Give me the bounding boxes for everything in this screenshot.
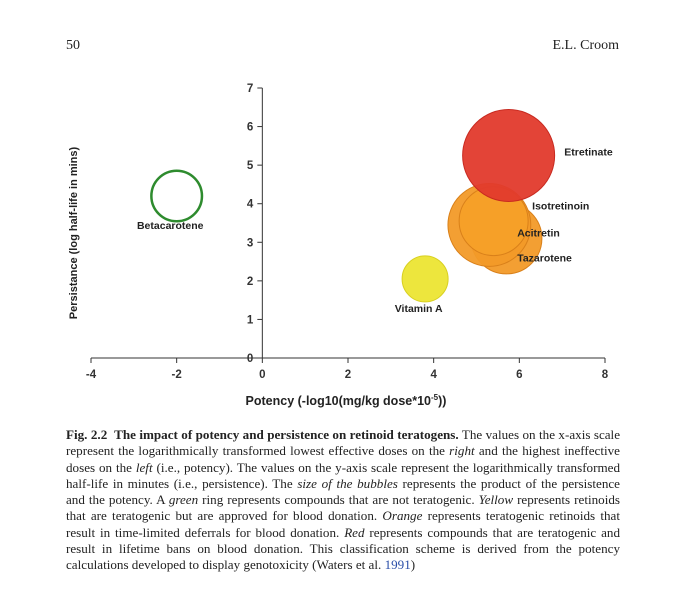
x-tick-label: -2: [171, 369, 182, 381]
caption-emphasis: green: [168, 492, 199, 508]
bubble-label: Vitamin A: [394, 302, 443, 315]
caption-emphasis: right: [449, 443, 475, 459]
chart-bubbles: [151, 110, 554, 302]
y-tick-label: 5: [246, 160, 254, 173]
bubble-vitamin-a: [402, 256, 448, 302]
running-header-author: E.L. Croom: [552, 38, 619, 53]
x-tick-label: 2: [344, 369, 352, 381]
caption-emphasis: left: [135, 459, 153, 475]
bubble-label: Tazarotene: [517, 252, 572, 265]
bubble-label: Isotretinoin: [532, 200, 590, 213]
x-tick-label: 4: [430, 369, 437, 381]
figure-caption: [66, 427, 620, 574]
caption-text: represents retinoids that are teratogenic but are approved for blood donation.: [66, 492, 620, 524]
bubble-etretinate: [463, 110, 555, 202]
bubble-betacarotene: [151, 171, 202, 222]
y-axis-label: Persistance (log half-life in mins): [68, 146, 80, 320]
caption-emphasis: Orange: [382, 508, 423, 524]
y-tick-label: 1: [246, 314, 254, 327]
caption-text: (i.e., potency). The values on the y-axis scale represent the logarithmically transformed half-life in minutes (i.e., persistence). The: [66, 459, 621, 491]
y-tick-label: 6: [246, 121, 254, 134]
caption-text: ): [410, 557, 416, 573]
caption-title: The impact of potency and persistence on retinoid teratogens.: [114, 427, 459, 442]
caption-emphasis: size of the bubbles: [297, 475, 398, 491]
caption-fig-label: Fig. 2.2: [66, 427, 108, 442]
x-tick-label: -4: [85, 369, 97, 381]
y-tick-label: 0: [246, 353, 254, 365]
bubble-label: Acitretin: [517, 227, 560, 240]
x-tick-label: 0: [259, 369, 266, 381]
page-number: 50: [66, 38, 80, 53]
y-tick-label: 4: [246, 198, 254, 211]
bubble-label: Etretinate: [564, 146, 613, 159]
caption-text: and the highest ineffective doses on the: [66, 443, 620, 475]
caption-emphasis: Red: [344, 524, 365, 540]
caption-text: represents the product of the persistence and the potency. A: [66, 475, 620, 508]
caption-text: represents compounds that are teratogenic and result in lifetime bans on blood donation. This classification scheme is derived from the potency calculations developed to display genotoxicity (Waters et al.: [66, 524, 620, 573]
x-tick-label: 8: [601, 369, 609, 381]
caption-emphasis: Yellow: [478, 492, 514, 508]
caption-text: ring represents compounds that are not teratogenic.: [198, 492, 479, 508]
reference-year-link[interactable]: 1991: [384, 557, 411, 573]
x-tick-label: 6: [516, 369, 523, 381]
caption-text: represents teratogenic retinoids that result in time-limited deferrals for blood donation.: [66, 508, 620, 540]
y-tick-label: 3: [246, 237, 254, 250]
bubble-label: Betacarotene: [136, 219, 204, 232]
x-axis-label: Potency (-log10(mg/kg $dose*10^{-5}$)): [245, 393, 447, 408]
y-tick-label: 2: [246, 275, 254, 288]
y-tick-label: 7: [246, 83, 254, 95]
caption-text: The values on the x-axis scale represent the logarithmically transformed lowest effective doses on the: [66, 427, 621, 459]
